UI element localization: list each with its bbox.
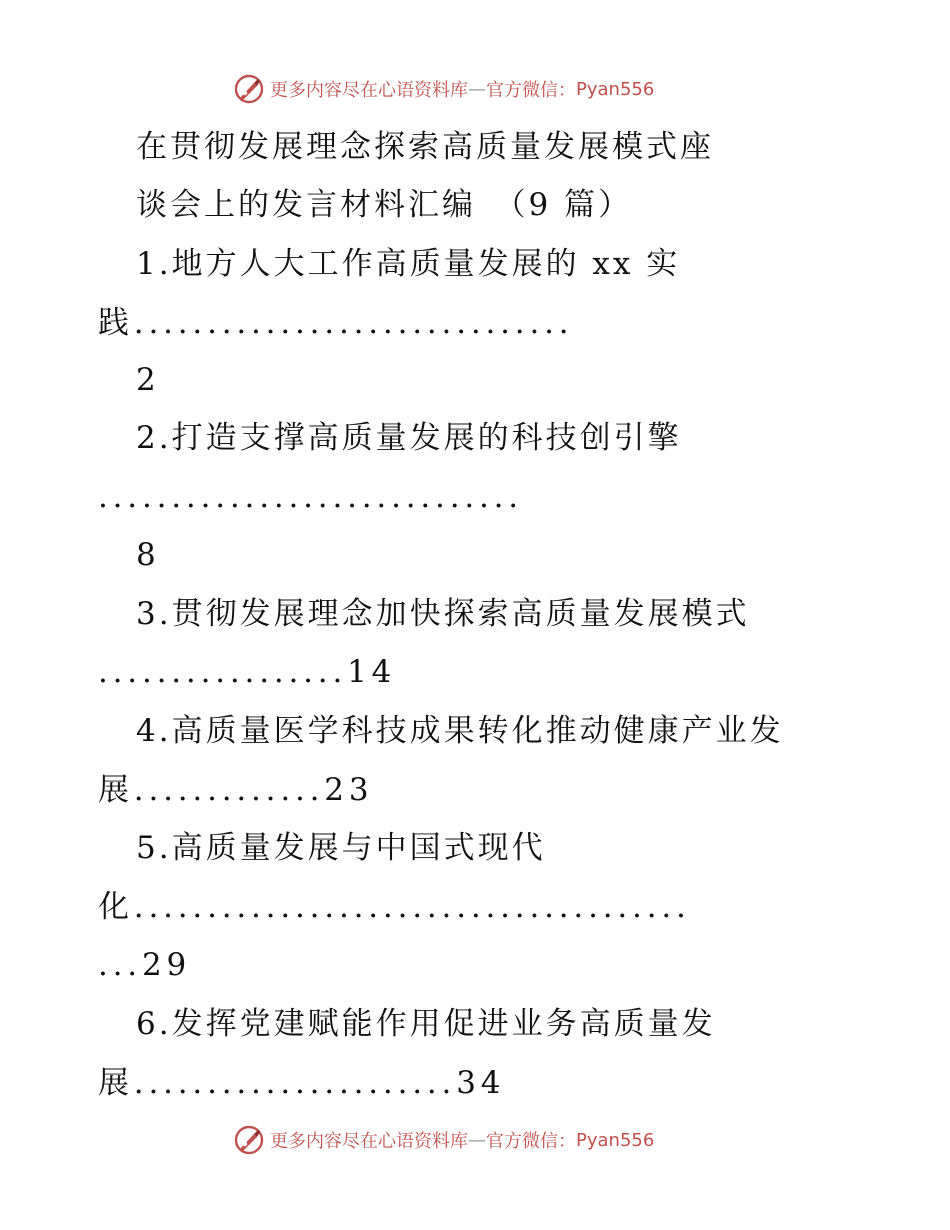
toc-entry-4-leader: 展.............23 bbox=[98, 772, 374, 808]
watermark-text: 更多内容尽在心语资料库 bbox=[270, 80, 468, 101]
toc-entry-6-title: 6.发挥党建赋能作用促进业务高质量发 bbox=[136, 1006, 716, 1042]
document-title-line-2: 谈会上的发言材料汇编 （9 篇） bbox=[136, 187, 633, 223]
toc-entry-4-title: 4.高质量医学科技成果转化推动健康产业发 bbox=[136, 713, 784, 749]
toc-entry-3-leader: .................14 bbox=[98, 654, 397, 690]
watermark-separator: — bbox=[468, 1129, 486, 1151]
toc-entry-3-title: 3.贯彻发展理念加快探索高质量发展模式 bbox=[136, 596, 750, 632]
toc-entry-5-title: 5.高质量发展与中国式现代 bbox=[136, 830, 546, 866]
toc-entry-2-title: 2.打造支撑高质量发展的科技创引擎 bbox=[136, 420, 682, 456]
toc-entry-2-leader: ............................. bbox=[98, 479, 523, 515]
pen-logo-icon bbox=[234, 74, 264, 104]
document-title-line-1: 在贯彻发展理念探索高质量发展模式座 bbox=[136, 129, 714, 165]
toc-entry-1-leader: 践.............................. bbox=[98, 305, 574, 341]
toc-entry-5-page: ...29 bbox=[98, 947, 192, 983]
watermark-text: 更多内容尽在心语资料库 bbox=[270, 1131, 468, 1152]
toc-entry-1-page: 2 bbox=[136, 362, 159, 398]
pen-logo-icon bbox=[234, 1125, 264, 1155]
watermark-footer bbox=[234, 1122, 654, 1158]
watermark-contact-id: Pyan556 bbox=[576, 1129, 655, 1151]
watermark-separator: — bbox=[468, 78, 486, 100]
toc-entry-5-leader: 化...................................... bbox=[98, 889, 691, 925]
toc-entry-2-page: 8 bbox=[136, 537, 159, 573]
watermark-header bbox=[234, 71, 654, 107]
watermark-contact-label: 官方微信： bbox=[486, 1131, 576, 1152]
toc-entry-1-title: 1.地方人大工作高质量发展的 xx 实 bbox=[136, 246, 681, 282]
toc-entry-6-leader: 展......................34 bbox=[98, 1065, 506, 1101]
watermark-contact-label: 官方微信： bbox=[486, 80, 576, 101]
watermark-contact-id: Pyan556 bbox=[576, 78, 655, 100]
